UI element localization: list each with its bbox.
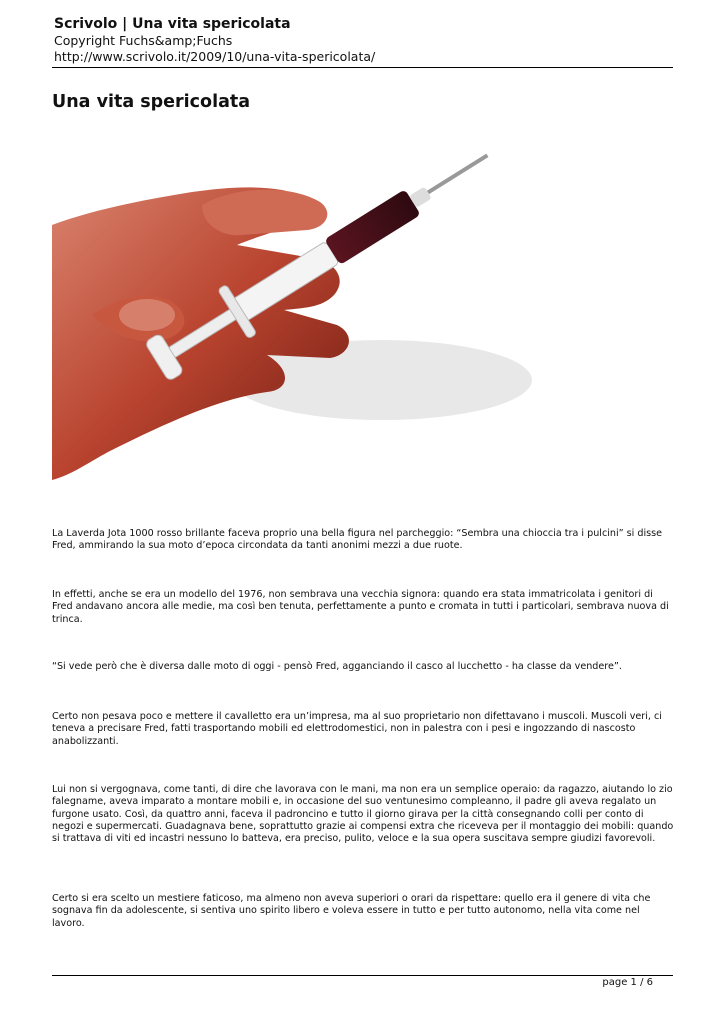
footer-divider bbox=[52, 975, 673, 976]
paragraph: “Si vede però che è diversa dalle moto di oggi - pensò Fred, agganciando il casco al lucchetto - ha classe da vendere”. bbox=[52, 661, 622, 672]
header-divider bbox=[52, 67, 673, 68]
article-title: Una vita spericolata bbox=[52, 92, 251, 112]
document-header bbox=[54, 16, 674, 65]
paragraph: Certo si era scelto un mestiere faticoso, ma almeno non aveva superiori o orari da rispettare: quello era il genere di vita che sognava fin da adolescente, si sentiva uno spirito libero e voleva essere in tutto e per tutto autonomo, nella vita come nel lavoro. bbox=[52, 893, 651, 929]
source-url[interactable]: http://www.scrivolo.it/2009/10/una-vita-spericolata/ bbox=[54, 49, 376, 64]
paragraph: La Laverda Jota 1000 rosso brillante faceva proprio una bella figura nel parcheggio: “Sembra una chioccia tra i pulcini” si disse Fred, ammirando la sua moto d’epoca circondata da tanti anonimi mezzi a due ruote. bbox=[52, 528, 663, 552]
syringe-hand-image bbox=[52, 130, 532, 480]
paragraph: Lui non si vergognava, come tanti, di dire che lavorava con le mani, ma non era un semplice operaio: da ragazzo, aiutando lo zio falegname, aveva imparato a montare mobili e, in occasione del suo ventunesimo compleanno, il padre gli aveva regalato un furgone usato. Così, da quattro anni, faceva il padroncino e tutto il giorno girava per la città consegnando colli per conto di negozi e supermercati. Guadagnava bene, soprattutto grazie ai compensi extra che riceveva per il montaggio dei mobili: quando si trattava di viti ed incastri nessuno lo batteva, era preciso, pulito, veloce e la sua opera suscitava sempre giudizi favorevoli. bbox=[52, 784, 674, 845]
page-number: page 1 / 6 bbox=[602, 977, 653, 988]
paragraph: In effetti, anche se era un modello del 1976, non sembrava una vecchia signora: quando era stata immatricolata i genitori di Fred andavano ancora alle medie, ma così ben tenuta, perfettamente a punto e cromata in tutti i particolari, sembrava nuova di trinca. bbox=[52, 589, 669, 625]
paragraph: Certo non pesava poco e mettere il cavalletto era un’impresa, ma al suo proprietario non difettavano i muscoli. Muscoli veri, ci teneva a precisare Fred, fatti trasportando mobili ed elettrodomestici, non in palestra con i pesi e ingozzando di nascosto anabolizzanti. bbox=[52, 711, 662, 747]
site-title: Scrivolo | Una vita spericolata bbox=[54, 16, 291, 32]
copyright-line: Copyright Fuchs&amp;Fuchs bbox=[54, 33, 233, 48]
